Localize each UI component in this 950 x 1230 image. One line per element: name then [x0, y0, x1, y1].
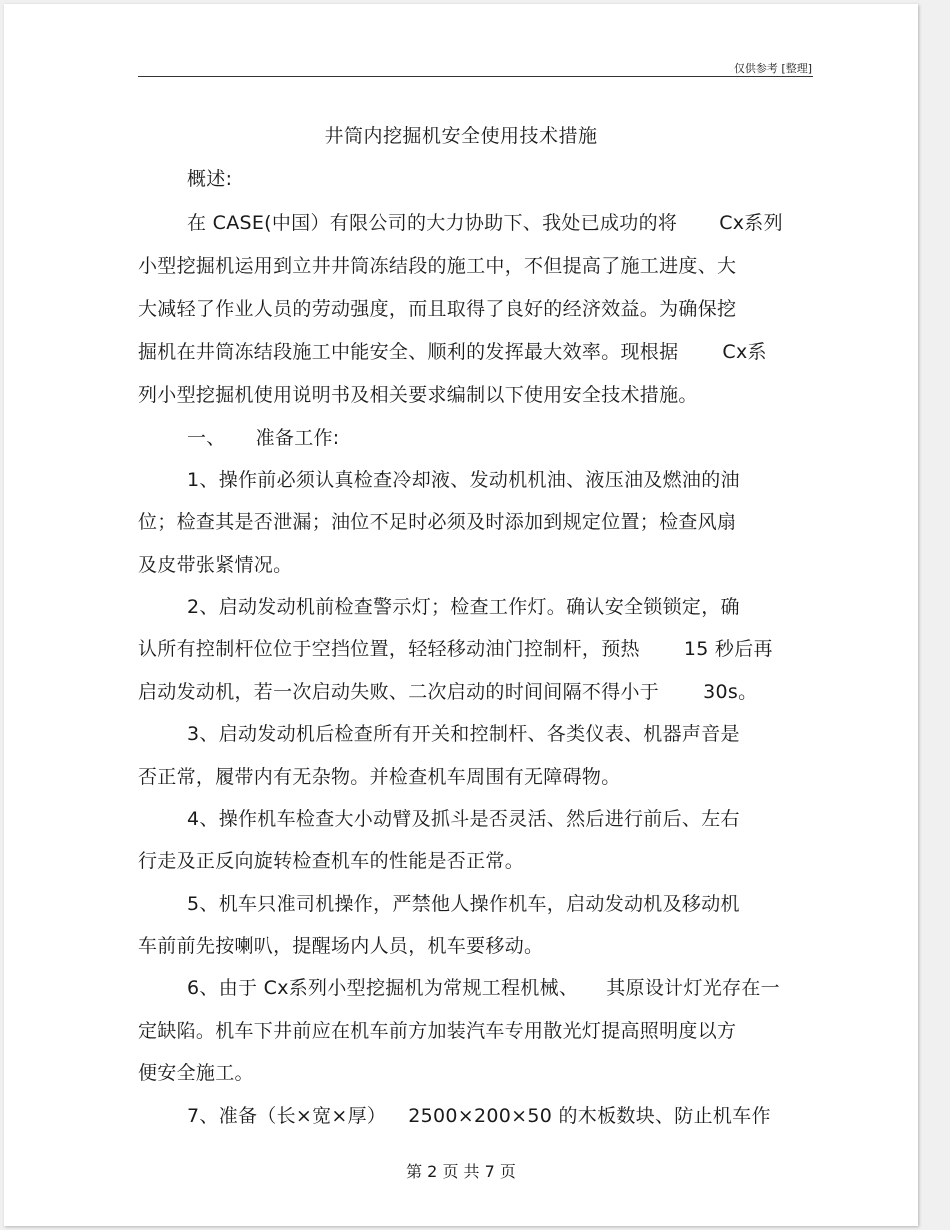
- page-footer: 第 2 页 共 7 页: [406, 1162, 516, 1181]
- header-note: 仅供参考 [整理]: [733, 62, 812, 75]
- overview-heading: 概述:: [187, 168, 233, 190]
- body-line: 列小型挖掘机使用说明书及相关要求编制以下使用安全技术措施。: [138, 384, 698, 406]
- body-line: 7、准备（长×宽×厚） 2500×200×50 的木板数块、防止机车作: [187, 1105, 771, 1127]
- document-page: [4, 4, 918, 1226]
- body-line: 认所有控制杆位位于空挡位置，轻轻移动油门控制杆，预热 15 秒后再: [138, 638, 773, 660]
- body-line: 4、操作机车检查大小动臂及抓斗是否灵活、然后进行前后、左右: [187, 808, 740, 830]
- body-line: 2、启动发动机前检查警示灯；检查工作灯。确认安全锁锁定，确: [187, 596, 740, 618]
- body-line: 1、操作前必须认真检查冷却液、发动机机油、液压油及燃油的油: [187, 469, 740, 491]
- document-title: 井筒内挖掘机安全使用技术措施: [324, 125, 598, 147]
- section-heading: 一、 准备工作:: [187, 427, 340, 449]
- body-line: 在 CASE(中国）有限公司的大力协助下、我处已成功的将 Cx系列: [187, 212, 783, 234]
- body-line: 便安全施工。: [138, 1062, 254, 1084]
- body-line: 3、启动发动机后检查所有开关和控制杆、各类仪表、机器声音是: [187, 723, 740, 745]
- body-line: 定缺陷。机车下井前应在机车前方加装汽车专用散光灯提高照明度以方: [138, 1020, 737, 1042]
- body-line: 及皮带张紧情况。: [138, 554, 293, 576]
- body-line: 掘机在井筒冻结段施工中能安全、顺利的发挥最大效率。现根据 Cx系: [138, 341, 767, 363]
- body-line: 位；检查其是否泄漏；油位不足时必须及时添加到规定位置；检查风扇: [138, 511, 737, 533]
- body-line: 否正常，履带内有无杂物。并检查机车周围有无障碍物。: [138, 766, 621, 788]
- body-line: 大减轻了作业人员的劳动强度，而且取得了良好的经济效益。为确保挖: [138, 298, 737, 320]
- header-rule: [138, 76, 813, 77]
- body-line: 行走及正反向旋转检查机车的性能是否正常。: [138, 850, 525, 872]
- body-line: 车前前先按喇叭，提醒场内人员，机车要移动。: [138, 935, 544, 957]
- body-line: 启动发动机，若一次启动失败、二次启动的时间间隔不得小于 30s。: [138, 681, 758, 703]
- body-line: 小型挖掘机运用到立井井筒冻结段的施工中，不但提高了施工进度、大: [138, 255, 737, 277]
- body-line: 6、由于 Cx系列小型挖掘机为常规工程机械、 其原设计灯光存在一: [187, 977, 780, 999]
- body-line: 5、机车只准司机操作，严禁他人操作机车，启动发动机及移动机: [187, 893, 740, 915]
